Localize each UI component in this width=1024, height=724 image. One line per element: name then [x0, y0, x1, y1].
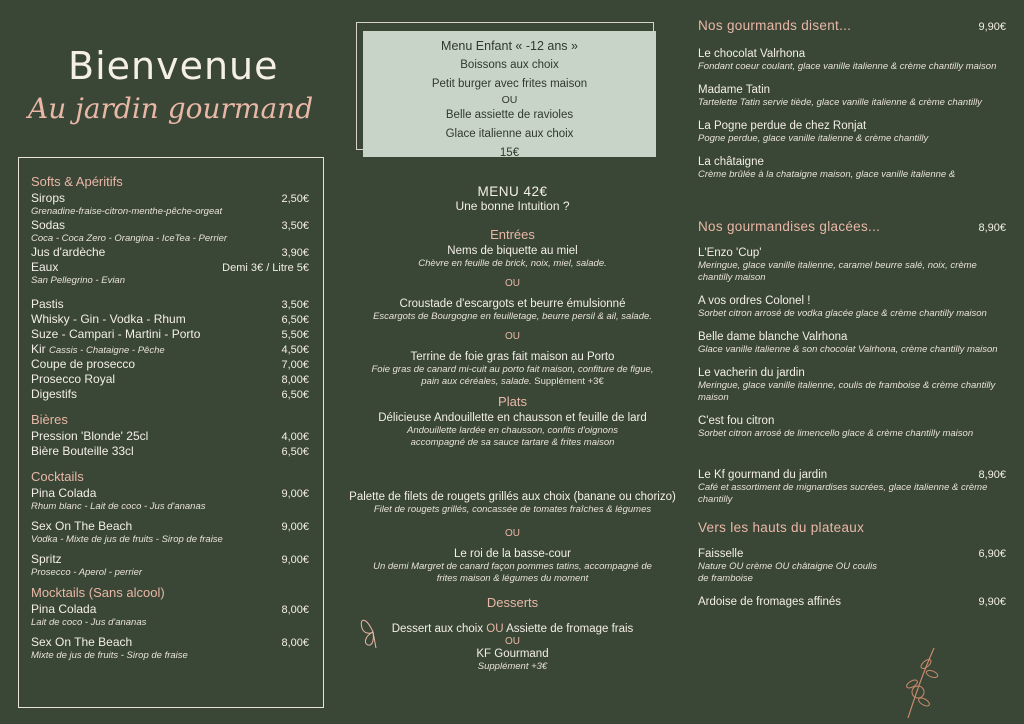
drink-name: Pina Colada — [31, 486, 97, 500]
dessert-desc: Sorbet citron arrosé de vodka glacée glace & crème chantilly maison — [698, 308, 987, 319]
menu-title: MENU 42€ — [477, 184, 548, 199]
kids-line: Belle assiette de ravioles — [445, 109, 574, 121]
drink-extra: Cassis - Chataigne - Pêche — [49, 345, 165, 356]
dessert-item — [698, 294, 1006, 320]
dish-name: Nems de biquette au miel — [447, 245, 578, 257]
drink-price: 4,50€ — [281, 344, 309, 356]
drink-desc: San Pellegrino - Evian — [31, 275, 125, 286]
drink-name: Whisky - Gin - Vodka - Rhum — [31, 312, 186, 326]
dessert-item — [698, 47, 1006, 73]
drink-row — [31, 444, 309, 459]
entrees-title: Entrées — [490, 227, 535, 242]
drink-name: Jus d'ardèche — [31, 245, 106, 259]
bieres-title: Bières — [31, 412, 68, 427]
drink-desc: Mixte de jus de fruits - Sirop de fraise — [31, 650, 188, 661]
drink-name: Pastis — [31, 297, 64, 311]
dessert-name: C'est fou citron — [698, 415, 775, 427]
dessert-desc: Pogne perdue, glace vanille italienne & crème chantilly — [698, 133, 929, 144]
desserts-column — [698, 18, 1006, 609]
drink-name: Digestifs — [31, 387, 78, 401]
butterfly-icon — [358, 612, 388, 652]
drink-desc: Lait de coco - Jus d'ananas — [31, 617, 147, 628]
drink-price: 8,00€ — [281, 604, 309, 616]
drink-price: Demi 3€ / Litre 5€ — [222, 262, 309, 274]
dessert-option: Assiette de fromage frais — [506, 623, 634, 635]
drink-row — [31, 519, 309, 534]
dish-name: Terrine de foie gras fait maison au Porto — [410, 351, 615, 363]
kids-menu-title: Menu Enfant « -12 ans » — [441, 39, 578, 53]
cheese-item — [698, 595, 1006, 609]
drink-row — [31, 312, 309, 327]
desserts-title: Desserts — [486, 595, 539, 610]
drink-row — [31, 245, 309, 260]
drink-name: Coupe de prosecco — [31, 357, 136, 371]
drink-price: 3,90€ — [281, 247, 309, 259]
dessert-line — [340, 622, 685, 636]
dish-supplement: Supplément +3€ — [534, 376, 604, 387]
dish-name: Délicieuse Andouillette en chausson et feuille de lard — [378, 412, 647, 424]
drink-name: Sex On The Beach — [31, 519, 133, 533]
glacees-title: Nos gourmandises glacées... — [698, 219, 881, 234]
hero-title: Bienvenue — [68, 44, 279, 88]
drink-row — [31, 387, 309, 402]
drink-row — [31, 357, 309, 372]
cheese-item — [698, 547, 1006, 585]
drink-row — [31, 342, 309, 357]
drink-row — [31, 191, 309, 206]
dessert-desc: Meringue, glace vanille italienne, caramel beurre salé, noix, crème chantilly maison — [698, 260, 977, 283]
drink-price: 6,50€ — [281, 389, 309, 401]
kids-line: Glace italienne aux choix — [445, 128, 574, 140]
drink-price: 9,00€ — [281, 488, 309, 500]
dessert-desc: Fondant coeur coulant, glace vanille italienne & crème chantilly maison — [698, 61, 997, 72]
dessert-desc: Glace vanille italienne & son chocolat Valrhona, crème chantilly maison — [698, 344, 998, 355]
ou-separator: OU — [505, 278, 520, 289]
cheese-name: Ardoise de fromages affinés — [698, 596, 841, 608]
kf-price: 8,90€ — [978, 469, 1006, 481]
drinks-panel — [18, 157, 324, 708]
drink-price: 8,00€ — [281, 374, 309, 386]
drink-name: Kir — [31, 342, 46, 356]
drink-desc: Rhum blanc - Lait de coco - Jus d'ananas — [31, 501, 206, 512]
drink-name: Sex On The Beach — [31, 635, 133, 649]
dessert-name: Le chocolat Valrhona — [698, 48, 806, 60]
cheese-price: 6,90€ — [978, 548, 1006, 560]
dessert-option: Dessert aux choix — [391, 623, 484, 635]
ou-separator: OU — [505, 528, 520, 539]
drink-name: Eaux — [31, 260, 59, 274]
drink-row — [31, 486, 309, 501]
drink-price: 8,00€ — [281, 637, 309, 649]
kf-name: Le Kf gourmand du jardin — [698, 469, 828, 481]
drink-price: 3,50€ — [281, 220, 309, 232]
dish-desc: Un demi Margret de canard façon pommes tatins, accompagné de frites maison & légumes du moment — [373, 561, 652, 584]
drink-name: Prosecco Royal — [31, 372, 116, 386]
dessert-supplement: Supplément +3€ — [477, 661, 548, 672]
drink-price: 9,00€ — [281, 521, 309, 533]
menu-item — [340, 297, 685, 323]
dessert-option: KF Gourmand — [476, 648, 549, 660]
drink-name: Pression 'Blonde' 25cl — [31, 429, 149, 443]
dish-name: Croustade d'escargots et beurre émulsionné — [399, 298, 626, 310]
dessert-name: Madame Tatin — [698, 84, 771, 96]
dish-desc: Chèvre en feuille de brick, noix, miel, salade. — [418, 258, 607, 269]
glacees-price: 8,90€ — [978, 222, 1006, 234]
glacees-header — [698, 219, 1006, 234]
dish-name: Le roi de la basse-cour — [454, 548, 571, 560]
dessert-name: La Pogne perdue de chez Ronjat — [698, 120, 867, 132]
cheese-desc: Nature OU crème OU châtaigne OU coulis de framboise — [698, 561, 877, 584]
drink-row — [31, 429, 309, 444]
menu-item — [340, 244, 685, 270]
dessert-name: Belle dame blanche Valrhona — [698, 331, 848, 343]
dish-name: Palette de filets de rougets grillés aux choix (banane ou chorizo) — [349, 491, 676, 503]
dessert-name: L'Enzo 'Cup' — [698, 247, 762, 259]
dish-desc: Foie gras de canard mi-cuit au porto fait maison, confiture de figue, pain aux céréales, salade. — [371, 364, 654, 387]
kf-item — [698, 468, 1006, 506]
drink-row — [31, 602, 309, 617]
kf-desc: Café et assortiment de mignardises sucrées, glace italienne & crème chantilly — [698, 482, 988, 505]
plats-title: Plats — [498, 394, 527, 409]
dessert-desc: Tartelette Tatin servie tiède, glace vanille italienne & crème chantilly — [698, 97, 982, 108]
kids-price: 15€ — [499, 147, 520, 159]
dessert-name: Le vacherin du jardin — [698, 367, 805, 379]
drink-name: Pina Colada — [31, 602, 97, 616]
ou-separator: OU — [505, 331, 520, 342]
ou-inline: OU — [486, 623, 504, 635]
drink-row — [31, 372, 309, 387]
drink-row — [31, 552, 309, 567]
dessert-name: A vos ordres Colonel ! — [698, 295, 811, 307]
dessert-item — [698, 330, 1006, 356]
drink-name: Spritz — [31, 552, 62, 566]
gourmands-price: 9,90€ — [978, 21, 1006, 33]
drink-price: 4,00€ — [281, 431, 309, 443]
dessert-item — [698, 366, 1006, 404]
dessert-item — [698, 414, 1006, 440]
drink-row — [31, 260, 309, 275]
dessert-desc: Sorbet citron arrosé de limencello glace & crème chantilly maison — [698, 428, 974, 439]
drink-price: 6,50€ — [281, 314, 309, 326]
kids-menu — [363, 31, 656, 157]
drink-name: Sodas — [31, 218, 66, 232]
kids-line: Boissons aux choix — [460, 59, 559, 71]
drink-name: Suze - Campari - Martini - Porto — [31, 327, 201, 341]
menu-item — [340, 490, 685, 516]
plateaux-title: Vers les hauts du plateaux — [698, 520, 865, 535]
menu-item — [340, 350, 685, 388]
menu-item — [340, 547, 685, 585]
kids-line: Petit burger avec frites maison — [431, 78, 588, 90]
drink-name: Bière Bouteille 33cl — [31, 444, 134, 458]
drink-desc: Vodka - Mixte de jus de fruits - Sirop de fraise — [31, 534, 223, 545]
dessert-item — [698, 246, 1006, 284]
softs-title: Softs & Apéritifs — [31, 174, 123, 189]
dessert-desc: Crème brûlée à la chataigne maison, glace vanille italienne & — [698, 169, 956, 180]
dish-desc-wrap — [340, 364, 685, 388]
hero-subtitle: Au jardin gourmand — [28, 92, 314, 125]
cocktails-title: Cocktails — [31, 469, 84, 484]
drink-row — [31, 297, 309, 312]
cheese-name: Faisselle — [698, 548, 744, 560]
drink-name: Sirops — [31, 191, 66, 205]
menu-item — [340, 411, 685, 449]
dessert-item — [698, 155, 1006, 181]
gourmands-title: Nos gourmands disent... — [698, 18, 852, 33]
mocktails-title: Mocktails (Sans alcool) — [31, 585, 165, 600]
drink-price: 7,00€ — [281, 359, 309, 371]
gourmands-header — [698, 18, 1006, 33]
drink-desc: Prosecco - Aperol - perrier — [31, 567, 143, 578]
drink-desc: Coca - Coca Zero - Orangina - IceTea - Perrier — [31, 233, 228, 244]
dish-desc: Escargots de Bourgogne en feuilletage, beurre persil & ail, salade. — [373, 311, 652, 322]
drink-row — [31, 635, 309, 650]
drink-desc: Grenadine-fraise-citron-menthe-pêche-orgeat — [31, 206, 223, 217]
drink-price: 6,50€ — [281, 446, 309, 458]
drink-price: 3,50€ — [281, 299, 309, 311]
menu-subtitle: Une bonne Intuition ? — [455, 199, 570, 213]
kids-line: OU — [501, 94, 518, 106]
floral-sprig-icon — [888, 640, 948, 720]
hero-heading — [28, 40, 328, 140]
dish-desc: Filet de rougets grillés, concassée de tomates fraîches & légumes — [373, 504, 652, 515]
dessert-name: La châtaigne — [698, 156, 764, 168]
drink-row — [31, 218, 309, 233]
dessert-item — [698, 119, 1006, 145]
dish-desc: Andouillette lardée en chausson, confits d'oignons accompagné de sa sauce tartare & frites maison — [407, 425, 618, 448]
drink-price: 5,50€ — [281, 329, 309, 341]
dessert-item — [698, 83, 1006, 109]
ou-separator: OU — [505, 636, 520, 647]
drink-row — [31, 327, 309, 342]
dessert-desc: Meringue, glace vanille italienne, coulis de framboise & crème chantilly maison — [698, 380, 996, 403]
set-menu — [340, 184, 685, 673]
cheese-price: 9,90€ — [978, 596, 1006, 608]
drink-price: 2,50€ — [281, 193, 309, 205]
drink-price: 9,00€ — [281, 554, 309, 566]
